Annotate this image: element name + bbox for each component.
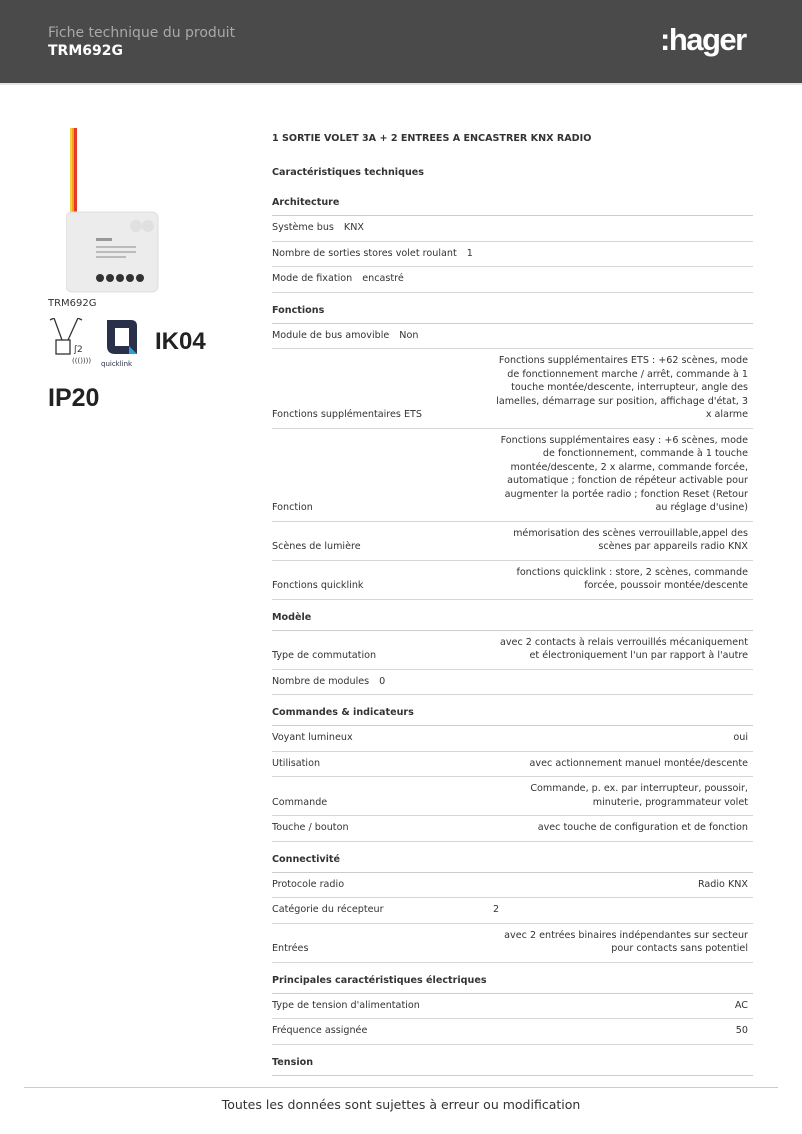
- spec-label: Voyant lumineux: [272, 732, 353, 743]
- spec-value: Fonctions supplémentaires ETS : +62 scènes, mode de fonctionnement marche / arrêt, commande à 1 touche montée/descente, interrupteur, angle des lamelles, démarrage sur position, affichage d'état, 3 x alarme: [496, 355, 748, 420]
- spec-row: [272, 726, 753, 752]
- spec-value: Radio KNX: [697, 878, 748, 890]
- spec-value: 2: [493, 904, 500, 915]
- spec-row: [272, 994, 753, 1020]
- section-title: Commandes & indicateurs: [272, 707, 753, 726]
- spec-value: Commande, p. ex. par interrupteur, poussoir, minuterie, programmateur volet: [530, 783, 748, 808]
- spec-label: Commande: [272, 796, 328, 808]
- section-title: Tension: [272, 1057, 753, 1076]
- product-caption: TRM692G: [48, 298, 97, 309]
- spec-row: [272, 561, 753, 600]
- spec-row: [272, 816, 753, 842]
- spec-value: KNX: [343, 222, 364, 233]
- header-subtitle: Fiche technique du produit: [48, 25, 236, 41]
- spec-value: 50: [735, 1025, 748, 1036]
- spec-value: avec 2 contacts à relais verrouillés mécaniquement et électroniquement l'un par rapport à l'autre: [499, 636, 748, 661]
- spec-value: Non: [399, 329, 419, 341]
- spec-row: [272, 752, 753, 778]
- section-title: Modèle: [272, 612, 753, 631]
- spec-label: Catégorie du récepteur: [272, 904, 384, 915]
- spec-label: Fréquence assignée: [272, 1025, 368, 1036]
- hager-logo: :hager: [660, 22, 746, 57]
- spec-label: Entrées: [272, 943, 309, 954]
- spec-row: [272, 670, 753, 696]
- spec-value: mémorisation des scènes verrouillable,appel des scènes par appareils radio KNX: [513, 527, 748, 552]
- spec-row: [272, 429, 753, 522]
- spec-value: encastré: [362, 273, 404, 284]
- spec-value: 0: [379, 675, 386, 687]
- spec-label: Type de tension d'alimentation: [272, 999, 420, 1011]
- spec-label: Type de commutation: [272, 650, 377, 661]
- spec-row: [272, 924, 753, 963]
- spec-label: Système bus: [272, 222, 334, 233]
- spec-value: avec touche de configuration et de fonction: [537, 822, 748, 833]
- spec-content: [272, 133, 753, 1076]
- spec-label: Mode de fixation: [272, 273, 353, 284]
- svg-text:quicklink: quicklink: [101, 360, 133, 368]
- product-title: 1 SORTIE VOLET 3A + 2 ENTREES A ENCASTRER KNX RADIO: [272, 133, 592, 144]
- spec-row: [272, 873, 753, 899]
- spec-value: AC: [734, 999, 748, 1011]
- section-title: Connectivité: [272, 854, 753, 873]
- spec-value: avec 2 entrées binaires indépendantes sur secteur pour contacts sans potentiel: [504, 929, 748, 954]
- spec-row: [272, 216, 753, 242]
- spec-label: Fonctions quicklink: [272, 580, 364, 591]
- svg-text:((()))): ((()))): [72, 357, 92, 365]
- product-image: [66, 128, 166, 296]
- spec-label: Nombre de modules: [272, 675, 370, 687]
- spec-row: [272, 349, 753, 429]
- spec-label: Utilisation: [272, 757, 321, 769]
- spec-row: [272, 898, 753, 924]
- spec-row: [272, 631, 753, 670]
- footer-disclaimer: Toutes les données sont sujettes à erreur ou modification: [24, 1087, 778, 1112]
- section-title: Fonctions: [272, 305, 753, 324]
- spec-label: Protocole radio: [272, 878, 345, 890]
- spec-value: avec actionnement manuel montée/descente: [529, 757, 748, 769]
- header: [0, 0, 802, 85]
- spec-label: Scènes de lumière: [272, 541, 361, 552]
- quicklink-logo: [101, 316, 141, 368]
- spec-row: [272, 324, 753, 350]
- spec-value: Fonctions supplémentaires easy : +6 scènes, mode de fonctionnement, commande à 1 touche montée/descente, 2 x alarme, commande forcée, automatique ; fonction de répéteur activable pour augmenter la portée radio ; fonction Reset (Retour au réglage d'usine): [500, 434, 748, 513]
- spec-label: Fonctions supplémentaires ETS: [272, 409, 422, 420]
- spec-value: 1: [466, 247, 473, 259]
- spec-row: [272, 777, 753, 816]
- spec-row: [272, 242, 753, 268]
- spec-label: Touche / bouton: [272, 822, 349, 833]
- spec-value: oui: [733, 732, 748, 743]
- spec-row: [272, 1019, 753, 1045]
- spec-label: Fonction: [272, 502, 313, 513]
- section-title: Architecture: [272, 197, 753, 216]
- spec-label: Nombre de sorties stores volet roulant: [272, 247, 457, 259]
- section-title: Principales caractéristiques électriques: [272, 975, 753, 994]
- ip-rating: IP20: [48, 384, 100, 412]
- spec-label: Module de bus amovible: [272, 329, 390, 341]
- spec-row: [272, 522, 753, 561]
- spec-subtitle: Caractéristiques techniques: [272, 167, 425, 178]
- spec-value: fonctions quicklink : store, 2 scènes, commande forcée, poussoir montée/descente: [516, 566, 748, 591]
- svg-text:ʃ2: ʃ2: [74, 345, 83, 355]
- header-title: TRM692G: [48, 43, 123, 59]
- radio-antenna-icon: [48, 318, 103, 366]
- spec-row: [272, 267, 753, 293]
- ik-rating: IK04: [155, 328, 206, 355]
